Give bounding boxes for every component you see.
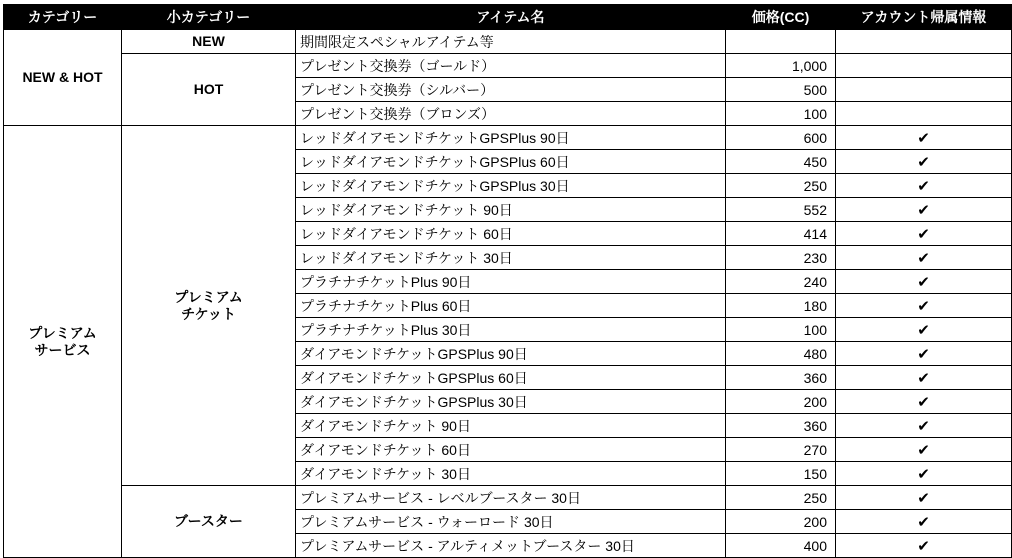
checkmark-icon: ✔ [917, 129, 930, 147]
checkmark-icon: ✔ [917, 513, 930, 531]
table-row [4, 54, 1012, 78]
price-cell: 200 [726, 390, 836, 414]
checkmark-icon: ✔ [917, 393, 930, 411]
item-name-cell: レッドダイアモンドチケット 30日 [296, 246, 726, 270]
subcategory-cell: プレミアム チケット [122, 126, 296, 486]
account-bound-cell [836, 54, 1012, 78]
account-bound-cell [836, 78, 1012, 102]
header-row [4, 5, 1012, 30]
item-name-cell: プレゼント交換券（ゴールド） [296, 54, 726, 78]
price-cell: 250 [726, 486, 836, 510]
checkmark-icon: ✔ [917, 489, 930, 507]
item-name-cell: プラチナチケットPlus 60日 [296, 294, 726, 318]
price-cell: 250 [726, 174, 836, 198]
subcategory-cell: NEW [122, 30, 296, 54]
item-name-cell: プレゼント交換券（ブロンズ） [296, 102, 726, 126]
account-bound-cell [836, 246, 1012, 270]
checkmark-icon: ✔ [917, 201, 930, 219]
account-bound-cell [836, 30, 1012, 54]
price-cell: 600 [726, 126, 836, 150]
account-bound-cell [836, 342, 1012, 366]
header-category: カテゴリー [4, 5, 122, 30]
subcategory-cell: ブースター [122, 486, 296, 558]
price-cell: 500 [726, 78, 836, 102]
price-cell: 230 [726, 246, 836, 270]
account-bound-cell [836, 174, 1012, 198]
account-bound-cell [836, 390, 1012, 414]
item-name-cell: レッドダイアモンドチケットGPSPlus 90日 [296, 126, 726, 150]
account-bound-cell [836, 438, 1012, 462]
account-bound-cell [836, 486, 1012, 510]
item-name-cell: レッドダイアモンドチケットGPSPlus 30日 [296, 174, 726, 198]
account-bound-cell [836, 198, 1012, 222]
account-bound-cell [836, 270, 1012, 294]
table-row [4, 30, 1012, 54]
price-cell: 414 [726, 222, 836, 246]
header-item-name: アイテム名 [296, 5, 726, 30]
table-row [4, 486, 1012, 510]
item-name-cell: ダイアモンドチケットGPSPlus 30日 [296, 390, 726, 414]
table-row [4, 126, 1012, 150]
price-cell: 100 [726, 318, 836, 342]
price-cell: 552 [726, 198, 836, 222]
checkmark-icon: ✔ [917, 345, 930, 363]
item-name-cell: プラチナチケットPlus 30日 [296, 318, 726, 342]
item-name-cell: ダイアモンドチケットGPSPlus 90日 [296, 342, 726, 366]
item-name-cell: プレミアムサービス - アルティメットブースター 30日 [296, 534, 726, 558]
checkmark-icon: ✔ [917, 177, 930, 195]
item-name-cell: プレミアムサービス - レベルブースター 30日 [296, 486, 726, 510]
price-cell: 480 [726, 342, 836, 366]
checkmark-icon: ✔ [917, 153, 930, 171]
checkmark-icon: ✔ [917, 417, 930, 435]
price-cell: 240 [726, 270, 836, 294]
account-bound-cell [836, 366, 1012, 390]
item-name-cell: ダイアモンドチケット 30日 [296, 462, 726, 486]
account-bound-cell [836, 294, 1012, 318]
price-cell: 180 [726, 294, 836, 318]
account-bound-cell [836, 102, 1012, 126]
item-name-cell: レッドダイアモンドチケット 60日 [296, 222, 726, 246]
checkmark-icon: ✔ [917, 273, 930, 291]
item-name-cell: プレゼント交換券（シルバー） [296, 78, 726, 102]
price-cell: 400 [726, 534, 836, 558]
category-cell: プレミアム サービス [4, 126, 122, 558]
price-cell: 150 [726, 462, 836, 486]
account-bound-cell [836, 462, 1012, 486]
price-cell: 450 [726, 150, 836, 174]
checkmark-icon: ✔ [917, 297, 930, 315]
price-cell: 360 [726, 366, 836, 390]
header-price: 価格(CC) [726, 5, 836, 30]
price-cell: 100 [726, 102, 836, 126]
item-name-cell: ダイアモンドチケット 90日 [296, 414, 726, 438]
header-subcategory: 小カテゴリー [122, 5, 296, 30]
account-bound-cell [836, 414, 1012, 438]
checkmark-icon: ✔ [917, 249, 930, 267]
account-bound-cell [836, 510, 1012, 534]
checkmark-icon: ✔ [917, 321, 930, 339]
price-cell: 360 [726, 414, 836, 438]
price-cell: 1,000 [726, 54, 836, 78]
item-name-cell: ダイアモンドチケットGPSPlus 60日 [296, 366, 726, 390]
table-body [4, 30, 1012, 558]
header-account-bound: アカウント帰属情報 [836, 5, 1012, 30]
category-cell: NEW & HOT [4, 30, 122, 126]
checkmark-icon: ✔ [917, 465, 930, 483]
item-price-table [3, 4, 1012, 558]
item-name-cell: レッドダイアモンドチケットGPSPlus 60日 [296, 150, 726, 174]
checkmark-icon: ✔ [917, 537, 930, 555]
account-bound-cell [836, 126, 1012, 150]
account-bound-cell [836, 222, 1012, 246]
subcategory-cell: HOT [122, 54, 296, 126]
checkmark-icon: ✔ [917, 441, 930, 459]
item-name-cell: ダイアモンドチケット 60日 [296, 438, 726, 462]
item-name-cell: プラチナチケットPlus 90日 [296, 270, 726, 294]
price-cell [726, 30, 836, 54]
account-bound-cell [836, 318, 1012, 342]
item-name-cell: レッドダイアモンドチケット 90日 [296, 198, 726, 222]
checkmark-icon: ✔ [917, 369, 930, 387]
checkmark-icon: ✔ [917, 225, 930, 243]
price-cell: 270 [726, 438, 836, 462]
account-bound-cell [836, 150, 1012, 174]
price-cell: 200 [726, 510, 836, 534]
item-name-cell: 期間限定スペシャルアイテム等 [296, 30, 726, 54]
item-name-cell: プレミアムサービス - ウォーロード 30日 [296, 510, 726, 534]
